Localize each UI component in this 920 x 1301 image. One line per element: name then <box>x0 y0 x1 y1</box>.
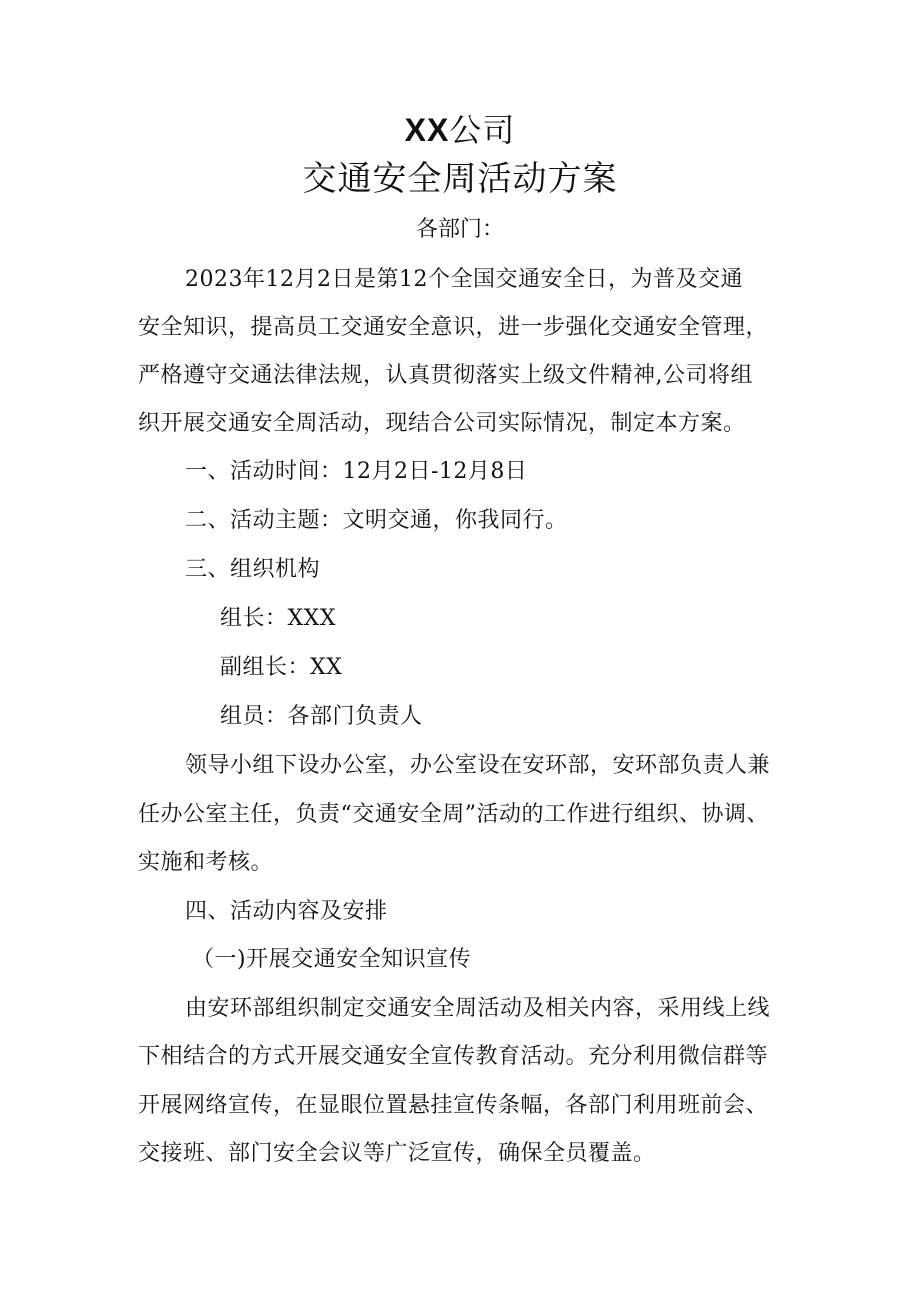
paragraph-line: 开展网络宣传，在显眼位置悬挂宣传条幅，各部门利用班前会、 <box>138 1093 769 1118</box>
subsection-heading-publicity: （一)开展交通安全知识宣传 <box>192 947 472 972</box>
paragraph-line: 交接班、部门安全会议等广泛宣传，确保全员覆盖。 <box>138 1141 656 1166</box>
company-name-latin: XX <box>404 112 450 148</box>
paragraph-line: 实施和考核。 <box>138 850 274 875</box>
paragraph-line: 下相结合的方式开展交通安全宣传教育活动。充分利用微信群等 <box>138 1044 769 1069</box>
paragraph-line: 任办公室主任，负责“交通安全周”活动的工作进行组织、协调、 <box>138 802 769 827</box>
section-heading-activity-time: 一、活动时间：12月2日-12月8日 <box>185 459 528 484</box>
document-title: 交通安全周活动方案 <box>302 159 618 199</box>
section-heading-organization: 三、组织机构 <box>185 557 321 582</box>
section-heading-activity-content: 四、活动内容及安排 <box>185 899 388 924</box>
paragraph-line: 由安环部组织制定交通安全周活动及相关内容，采用线上线 <box>185 996 771 1021</box>
org-deputy-leader: 副组长：XX <box>220 655 343 680</box>
paragraph-line: 织开展交通安全周活动，现结合公司实际情况，制定本方案。 <box>138 411 746 436</box>
org-leader: 组长：XXX <box>220 606 336 631</box>
company-title <box>0 108 920 152</box>
paragraph-line: 安全知识，提高员工交通安全意识，进一步强化交通安全管理， <box>138 315 769 340</box>
company-name-cjk: 公司 <box>449 111 516 149</box>
paragraph-line: 领导小组下设办公室，办公室设在安环部，安环部负责人兼 <box>185 753 771 778</box>
paragraph-line: 严格遵守交通法律法规，认真贯彻落实上级文件精神,公司将组 <box>138 363 753 388</box>
paragraph-line: 2023年12月2日是第12个全国交通安全日，为普及交通 <box>185 267 743 292</box>
salutation: 各部门： <box>415 217 504 242</box>
section-heading-activity-theme: 二、活动主题：文明交通，你我同行。 <box>185 508 568 533</box>
org-members: 组员：各部门负责人 <box>220 704 423 729</box>
